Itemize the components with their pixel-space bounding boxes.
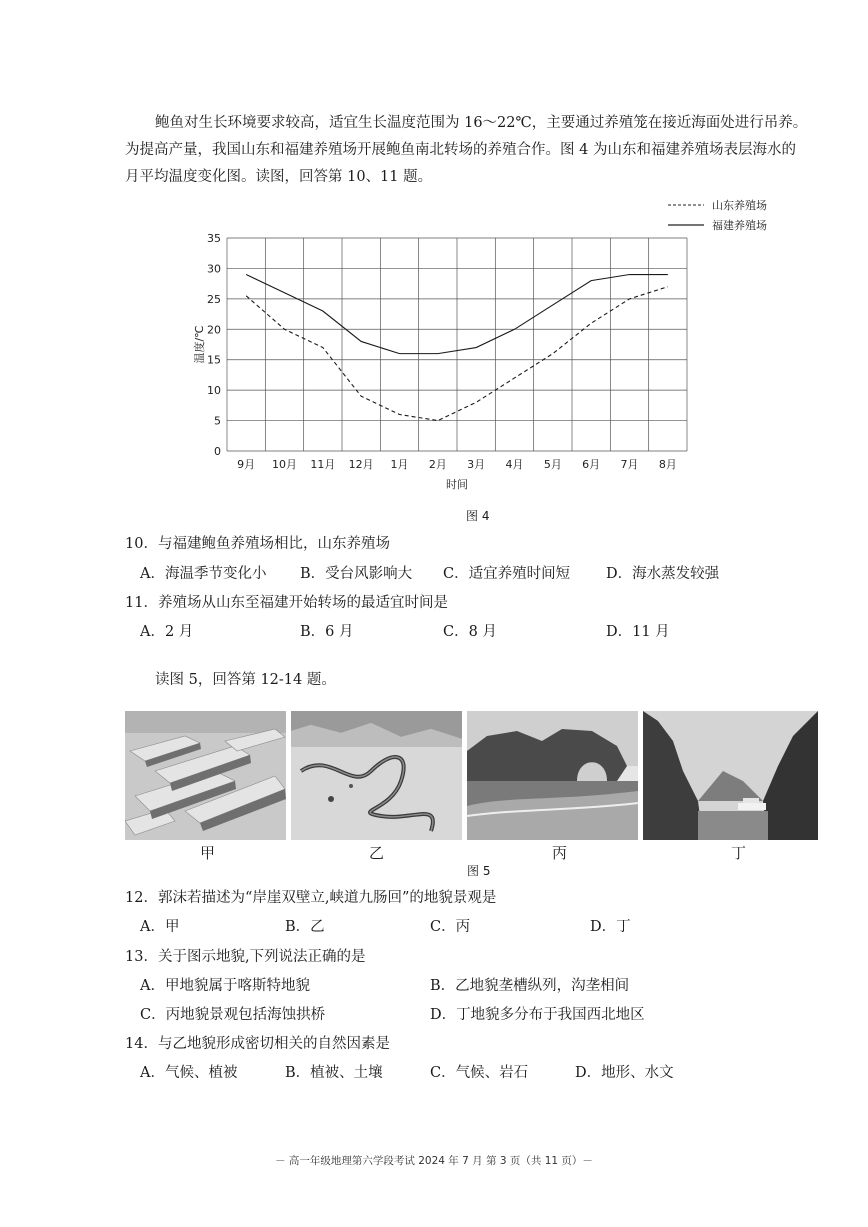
y-tick-label: 15 bbox=[207, 353, 221, 367]
q13-option-c: C．丙地貌景观包括海蚀拱桥 bbox=[140, 1007, 326, 1023]
legend-label-fujian: 福建养殖场 bbox=[712, 219, 767, 232]
x-tick-label: 4月 bbox=[505, 458, 524, 471]
dashed-line-icon bbox=[668, 202, 704, 208]
question-13-stem: 13．关于图示地貌,下列说法正确的是 bbox=[125, 949, 366, 965]
photo-label-bing: 丙 bbox=[552, 844, 568, 862]
q14-option-c: C．气候、岩石 bbox=[430, 1065, 529, 1081]
temperature-line-chart bbox=[185, 228, 695, 498]
legend-label-shandong: 山东养殖场 bbox=[712, 199, 767, 212]
x-tick-label: 1月 bbox=[390, 458, 409, 471]
question-14-stem: 14．与乙地貌形成密切相关的自然因素是 bbox=[125, 1036, 390, 1052]
q10-option-c: C．适宜养殖时间短 bbox=[443, 566, 571, 582]
q11-option-a: A．2 月 bbox=[140, 624, 194, 640]
y-tick-label: 20 bbox=[207, 323, 221, 337]
x-tick-label: 9月 bbox=[237, 458, 256, 471]
q10-option-b: B．受台风影响大 bbox=[300, 566, 413, 582]
question-10-stem: 10．与福建鲍鱼养殖场相比，山东养殖场 bbox=[125, 536, 390, 552]
q14-option-d: D．地形、水文 bbox=[575, 1065, 674, 1081]
y-tick-label: 0 bbox=[214, 445, 221, 458]
photo-yi-meandering-river bbox=[291, 711, 462, 840]
x-tick-label: 2月 bbox=[428, 458, 447, 471]
intro-figure5: 读图 5，回答第 12-14 题。 bbox=[155, 672, 336, 688]
x-tick-label: 6月 bbox=[582, 458, 601, 471]
y-tick-label: 35 bbox=[207, 232, 221, 245]
q13-option-a: A．甲地貌属于喀斯特地貌 bbox=[140, 978, 310, 994]
y-tick-label: 25 bbox=[207, 292, 221, 306]
intro-line-3: 月平均温度变化图。读图，回答第 10、11 题。 bbox=[125, 169, 433, 185]
x-axis-label: 时间 bbox=[446, 478, 468, 491]
photo-label-ding: 丁 bbox=[731, 844, 747, 862]
page-footer: － 高一年级地理第六学段考试 2024 年 7 月 第 3 页（共 11 页）－ bbox=[275, 1155, 593, 1167]
figure4-caption: 图 4 bbox=[466, 509, 490, 523]
q11-option-b: B．6 月 bbox=[300, 624, 354, 640]
question-11-stem: 11．养殖场从山东至福建开始转场的最适宜时间是 bbox=[125, 595, 448, 611]
q14-option-b: B．植被、土壤 bbox=[285, 1065, 383, 1081]
y-tick-label: 30 bbox=[207, 262, 221, 276]
q10-option-a: A．海温季节变化小 bbox=[140, 566, 267, 582]
q11-option-c: C．8 月 bbox=[443, 624, 497, 640]
q13-option-b: B．乙地貌垄槽纵列，沟垄相间 bbox=[430, 978, 630, 994]
figure5-caption: 图 5 bbox=[467, 864, 491, 878]
intro-line-1: 鲍鱼对生长环境要求较高，适宜生长温度范围为 16～22℃，主要通过养殖笼在接近海面处进行吊养。 bbox=[155, 115, 808, 131]
q12-option-a: A．甲 bbox=[140, 919, 180, 935]
x-tick-label: 3月 bbox=[467, 458, 486, 471]
intro-paragraph bbox=[125, 110, 830, 191]
x-tick-label: 8月 bbox=[658, 458, 677, 471]
q12-option-c: C．丙 bbox=[430, 919, 471, 935]
photo-bing-sea-arch bbox=[467, 711, 638, 840]
photo-ding-gorge bbox=[643, 711, 818, 840]
q10-option-d: D．海水蒸发较强 bbox=[606, 566, 720, 582]
intro-line-2: 为提高产量，我国山东和福建养殖场开展鲍鱼南北转场的养殖合作。图 4 为山东和福建养殖场表层海水的 bbox=[125, 142, 796, 158]
x-tick-label: 5月 bbox=[543, 458, 562, 471]
x-tick-label: 10月 bbox=[272, 458, 297, 471]
q11-option-d: D．11 月 bbox=[606, 624, 670, 640]
photo-label-jia: 甲 bbox=[200, 844, 216, 862]
x-tick-label: 12月 bbox=[348, 458, 374, 471]
legend-item-shandong bbox=[668, 195, 767, 215]
q13-option-d: D．丁地貌多分布于我国西北地区 bbox=[430, 1007, 645, 1023]
x-tick-label: 11月 bbox=[310, 458, 336, 471]
y-tick-label: 10 bbox=[207, 384, 221, 398]
q14-option-a: A．气候、植被 bbox=[140, 1065, 238, 1081]
question-12-stem: 12．郭沫若描述为“岸崖双壁立,峡道九肠回”的地貌景观是 bbox=[125, 890, 497, 906]
q12-option-d: D．丁 bbox=[590, 919, 631, 935]
x-tick-label: 7月 bbox=[620, 458, 639, 471]
y-axis-label: 温度/℃ bbox=[193, 325, 206, 364]
q12-option-b: B．乙 bbox=[285, 919, 325, 935]
photo-jia-yardang bbox=[125, 711, 286, 840]
photo-label-yi: 乙 bbox=[369, 844, 385, 862]
y-tick-label: 5 bbox=[214, 414, 221, 428]
